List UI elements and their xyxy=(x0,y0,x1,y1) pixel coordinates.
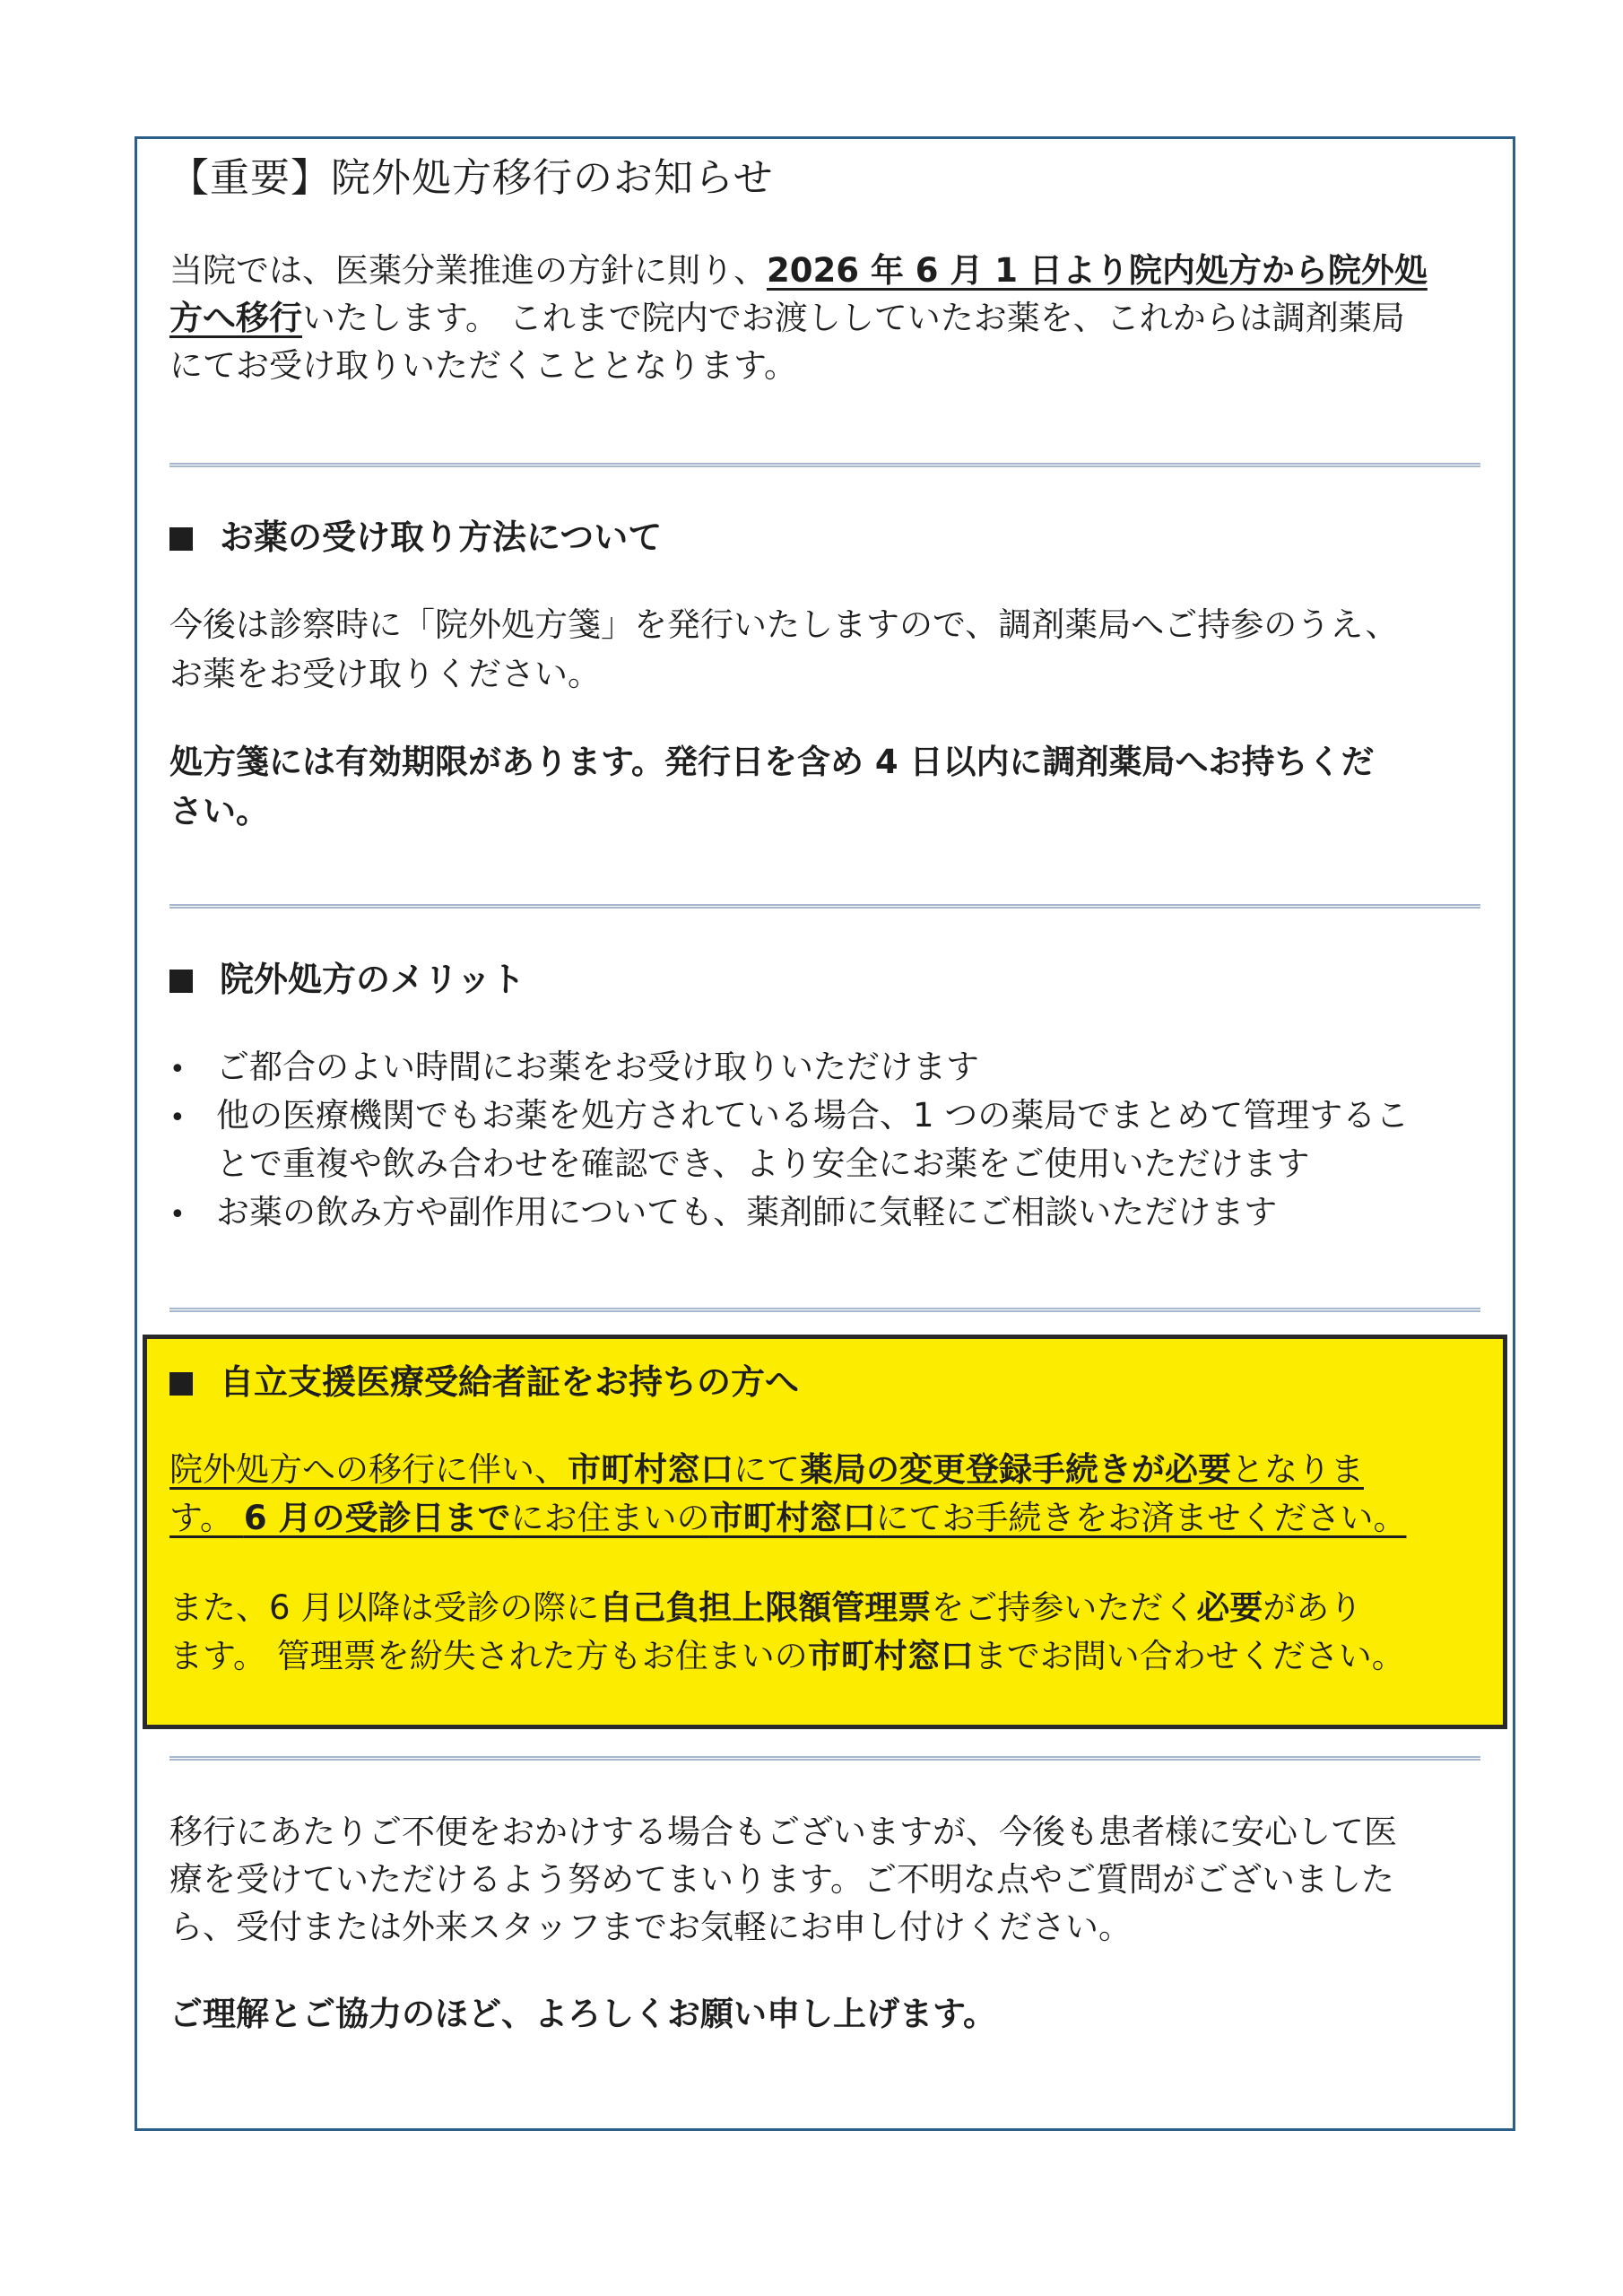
square-bullet-icon xyxy=(169,970,193,993)
support-text: す。 xyxy=(169,1499,244,1537)
section-divider xyxy=(169,1756,1480,1761)
intro-text: 当院では、医薬分業推進の方針に則り、 xyxy=(169,251,767,290)
intro-line-1 xyxy=(169,251,1428,290)
receiving-line-1: 今後は診察時に「院外処方箋」を発行いたしますので、調剤薬局へご持参のうえ、 xyxy=(169,605,1399,644)
support-text: にて xyxy=(733,1450,800,1489)
bullet-icon: • xyxy=(169,1199,186,1231)
support-text: があり xyxy=(1263,1588,1363,1627)
list-item: 他の医療機関でもお薬を処方されている場合、1 つの薬局でまとめて管理するこ xyxy=(216,1096,1410,1135)
list-item-continuation: とで重複や飲み合わせを確認でき、より安全にお薬をご使用いただけます xyxy=(216,1144,1310,1183)
square-bullet-icon xyxy=(169,527,193,551)
support-text: また、6 月以降は受診の際に xyxy=(169,1588,600,1627)
support-line-1 xyxy=(169,1450,1364,1489)
support-emphasis: 市町村窓口 xyxy=(568,1450,733,1489)
support-emphasis: 6 月の受診日まで xyxy=(243,1499,511,1537)
section-heading-merits xyxy=(169,960,525,999)
intro-move-emphasis: 方へ移行 xyxy=(169,299,302,337)
notice-frame xyxy=(135,136,1515,2131)
closing-line-1: 移行にあたりご不便をおかけする場合もございますが、今後も患者様に安心して医 xyxy=(169,1813,1397,1851)
section-heading-text: お薬の受け取り方法について xyxy=(220,517,663,557)
support-text: となりま xyxy=(1231,1450,1364,1489)
section-divider xyxy=(169,904,1480,909)
support-text: 院外処方への移行に伴い、 xyxy=(169,1450,568,1489)
support-emphasis: 自己負担上限額管理票 xyxy=(599,1588,932,1627)
bullet-icon: • xyxy=(169,1102,186,1134)
support-emphasis: 市町村窓口 xyxy=(709,1499,876,1537)
intro-line-2 xyxy=(169,301,1405,335)
bullet-icon: • xyxy=(169,1054,186,1085)
section-heading-support xyxy=(169,1362,800,1402)
support-line-3 xyxy=(169,1588,1363,1627)
validity-line-1: 処方箋には有効期限があります。発行日を含め 4 日以内に調剤薬局へお持ちくだ xyxy=(169,743,1375,781)
closing-line-3: ら、受付または外来スタッフまでお気軽にお申し付けください。 xyxy=(169,1908,1132,1946)
list-item: お薬の飲み方や副作用についても、薬剤師に気軽にご相談いただけます xyxy=(216,1193,1278,1231)
intro-line-3: にてお受け取りいただくこととなります。 xyxy=(169,346,798,385)
support-emphasis: 薬局の変更登録手続きが必要 xyxy=(800,1450,1231,1489)
support-text: にてお手続きをお済ませください。 xyxy=(875,1499,1407,1537)
list-item: ご都合のよい時間にお薬をお受け取りいただけます xyxy=(216,1048,979,1086)
section-divider xyxy=(169,1308,1480,1312)
section-heading-text: 院外処方のメリット xyxy=(220,960,525,999)
receiving-line-2: お薬をお受け取りください。 xyxy=(169,655,601,693)
support-text: までお問い合わせください。 xyxy=(973,1637,1405,1675)
support-line-4 xyxy=(169,1639,1405,1673)
support-emphasis: 必要 xyxy=(1196,1588,1263,1627)
intro-text: いたします。 これまで院内でお渡ししていたお薬を、これからは調剤薬局 xyxy=(302,299,1405,337)
validity-line-2: さい。 xyxy=(169,792,269,831)
support-text: ます。 管理票を紛失された方もお住まいの xyxy=(169,1637,808,1675)
square-bullet-icon xyxy=(169,1372,193,1396)
support-line-2 xyxy=(169,1501,1406,1535)
support-emphasis: 市町村窓口 xyxy=(807,1637,974,1675)
page-title: 【重要】院外処方移行のお知らせ xyxy=(169,155,774,201)
support-text: をご持参いただく xyxy=(931,1588,1197,1627)
support-text: にお住まいの xyxy=(510,1499,710,1537)
section-heading-receiving xyxy=(169,517,663,557)
closing-line-2: 療を受けていただけるよう努めてまいります。ご不明な点やご質問がございました xyxy=(169,1860,1395,1899)
section-heading-text: 自立支援医療受給者証をお持ちの方へ xyxy=(220,1362,800,1402)
section-divider xyxy=(169,463,1480,467)
closing-thanks: ご理解とご協力のほど、よろしくお願い申し上げます。 xyxy=(169,1995,997,2033)
intro-date-emphasis: 2026 年 6 月 1 日より院内処方から院外処 xyxy=(767,251,1428,290)
